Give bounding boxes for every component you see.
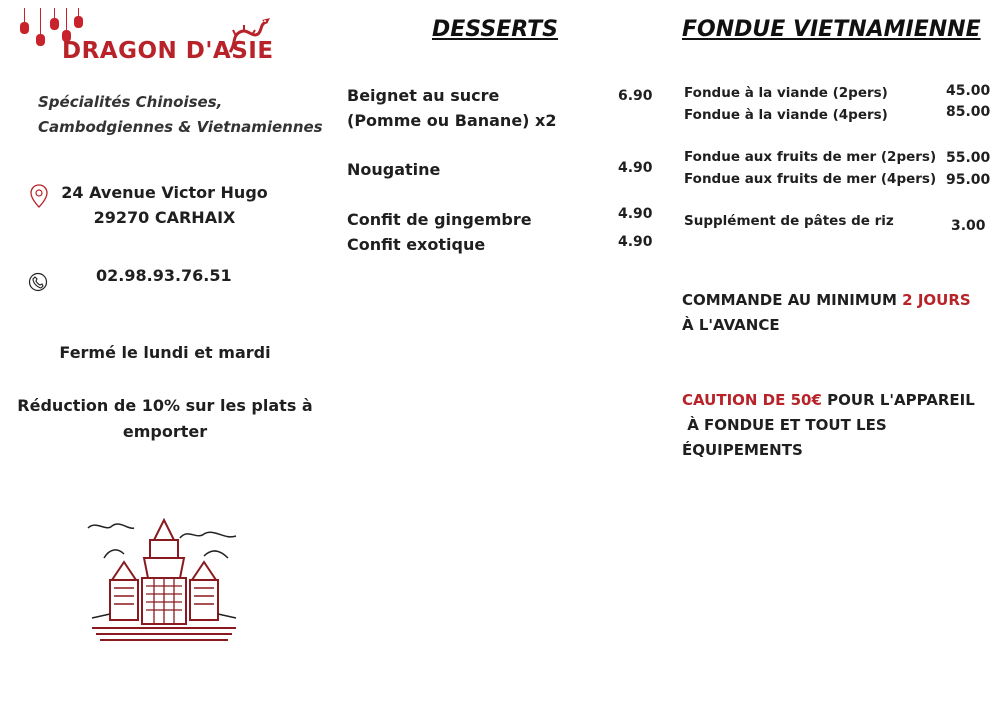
note-text: À L'AVANCE [682,316,780,334]
takeaway-discount: Réduction de 10% sur les plats à emporter [17,396,313,441]
dessert-item-price: 4.90 [618,206,653,222]
fondue-item-name: Supplément de pâtes de riz [684,213,894,229]
minimum-order-note [682,288,971,338]
fondue-heading: FONDUE VIETNAMIENNE [682,17,981,42]
phone-number: 02.98.93.76.51 [96,266,232,285]
dessert-item-name: Beignet au sucre [347,86,500,105]
note-text: À FONDUE ET TOUT LES [682,416,887,434]
phone-icon [28,272,48,292]
deposit-note [682,388,975,463]
dessert-item-name: Confit exotique [347,235,486,254]
note-text: POUR L'APPAREIL [821,391,975,409]
dessert-item-price: 4.90 [618,234,653,250]
dessert-item-price: 6.90 [618,88,653,104]
fondue-item-price: 95.00 [946,172,991,188]
fondue-item-name: Fondue aux fruits de mer (4pers) [684,171,937,187]
dessert-item-price: 4.90 [618,160,653,176]
address-street: 24 Avenue Victor Hugo [61,183,268,202]
brand-logo-text: DRAGON D'ASIE [62,38,274,64]
dessert-item-name: Confit de gingembre [347,210,532,229]
note-text: ÉQUIPEMENTS [682,441,803,459]
map-pin-icon [30,184,48,208]
temple-illustration [84,518,244,642]
dessert-item-name: Nougatine [347,160,441,179]
tagline-line-1: Spécialités Chinoises, [38,93,223,111]
address-city: 29270 CARHAIX [93,208,236,227]
fondue-item-price: 3.00 [951,218,986,234]
address [52,180,277,230]
dessert-item-detail: (Pomme ou Banane) x2 [347,111,557,130]
fondue-item-price: 85.00 [946,104,991,120]
note-highlight: CAUTION DE 50€ [682,391,822,409]
fondue-item-name: Fondue à la viande (4pers) [684,107,888,123]
note-highlight: 2 JOURS [902,291,971,309]
fondue-item-price: 55.00 [946,150,991,166]
closing-days: Fermé le lundi et mardi [59,343,271,362]
fondue-item-price: 45.00 [946,83,991,99]
tagline [38,90,323,140]
fondue-item-name: Fondue aux fruits de mer (2pers) [684,149,937,165]
desserts-heading: DESSERTS [432,17,559,42]
tagline-line-2: Cambodgiennes & Vietnamiennes [38,118,323,136]
fondue-item-name: Fondue à la viande (2pers) [684,85,888,101]
note-text: COMMANDE AU MINIMUM [682,291,903,309]
